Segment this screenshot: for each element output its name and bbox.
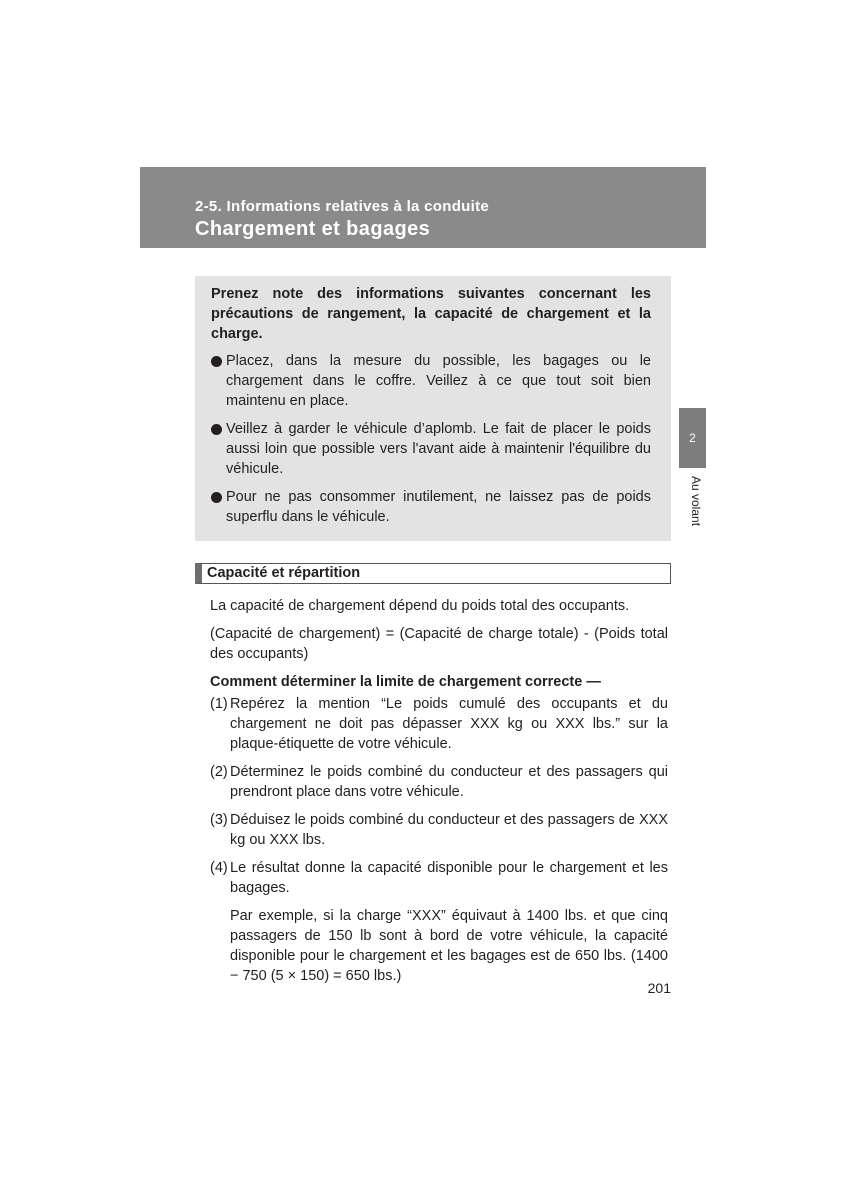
note-bullet-text: Pour ne pas consommer inutilement, ne laissez pas de poids superflu dans le véhicule.	[226, 489, 651, 525]
note-bullet-text: Placez, dans la mesure du possible, les bagages ou le chargement dans le coffre. Veillez à ce que tout soit bien maintenu en place.	[226, 353, 651, 409]
step-text: Repérez la mention “Le poids cumulé des occupants et du chargement ne doit pas dépasser XXX kg ou XXX lbs.” sur la plaque-étiquette de votre véhicule.	[230, 696, 668, 752]
step-text: Déterminez le poids combiné du conducteur et des passagers qui prendront place dans votre véhicule.	[230, 764, 668, 800]
section-header-band	[140, 167, 706, 248]
chapter-tab	[679, 408, 706, 468]
subsection-heading: Capacité et répartition	[195, 563, 671, 584]
chapter-number: 2	[689, 431, 696, 445]
step-text: Déduisez le poids combiné du conducteur et des passagers de XXX kg ou XXX lbs.	[230, 812, 668, 848]
step-number: (3)	[210, 812, 228, 828]
step-text: Le résultat donne la capacité disponible pour le chargement et les bagages.	[230, 860, 668, 896]
section-body	[210, 596, 668, 994]
formula-paragraph: (Capacité de chargement) = (Capacité de charge totale) - (Poids total des occupants)	[210, 626, 668, 662]
step-number: (1)	[210, 696, 228, 712]
example-paragraph: Par exemple, si la charge “XXX” équivaut à 1400 lbs. et que cinq passagers de 150 lb sont à bord de votre véhicule, la capacité disponible pour le chargement et les bagages est de 650 lbs. (1400 − 750 (5 × 150) = 650 lbs.)	[230, 908, 668, 984]
step-item	[210, 810, 668, 850]
step-item	[210, 694, 668, 754]
precautions-note-box	[195, 276, 671, 541]
step-number: (2)	[210, 764, 228, 780]
note-bullet	[211, 487, 651, 527]
step-number: (4)	[210, 860, 228, 876]
note-bullet	[211, 419, 651, 479]
chapter-label: Au volant	[689, 476, 703, 527]
note-intro: Prenez note des informations suivantes concernant les précautions de rangement, la capacité de chargement et la charge.	[211, 286, 651, 342]
step-item	[210, 762, 668, 802]
section-label: 2-5. Informations relatives à la conduite	[195, 198, 490, 215]
bullet-dot-icon	[211, 492, 222, 503]
note-bullet	[211, 351, 651, 411]
page-title: Chargement et bagages	[195, 218, 431, 240]
step-item	[210, 858, 668, 898]
bullet-dot-icon	[211, 356, 222, 367]
note-bullet-text: Veillez à garder le véhicule d’aplomb. Le fait de placer le poids aussi loin que possible vers l'avant aide à maintenir l'équilibre du véhicule.	[226, 421, 651, 477]
bullet-dot-icon	[211, 424, 222, 435]
howto-heading: Comment déterminer la limite de chargement correcte —	[210, 674, 601, 690]
paragraph: La capacité de chargement dépend du poids total des occupants.	[210, 598, 630, 614]
page-number: 201	[647, 980, 671, 996]
